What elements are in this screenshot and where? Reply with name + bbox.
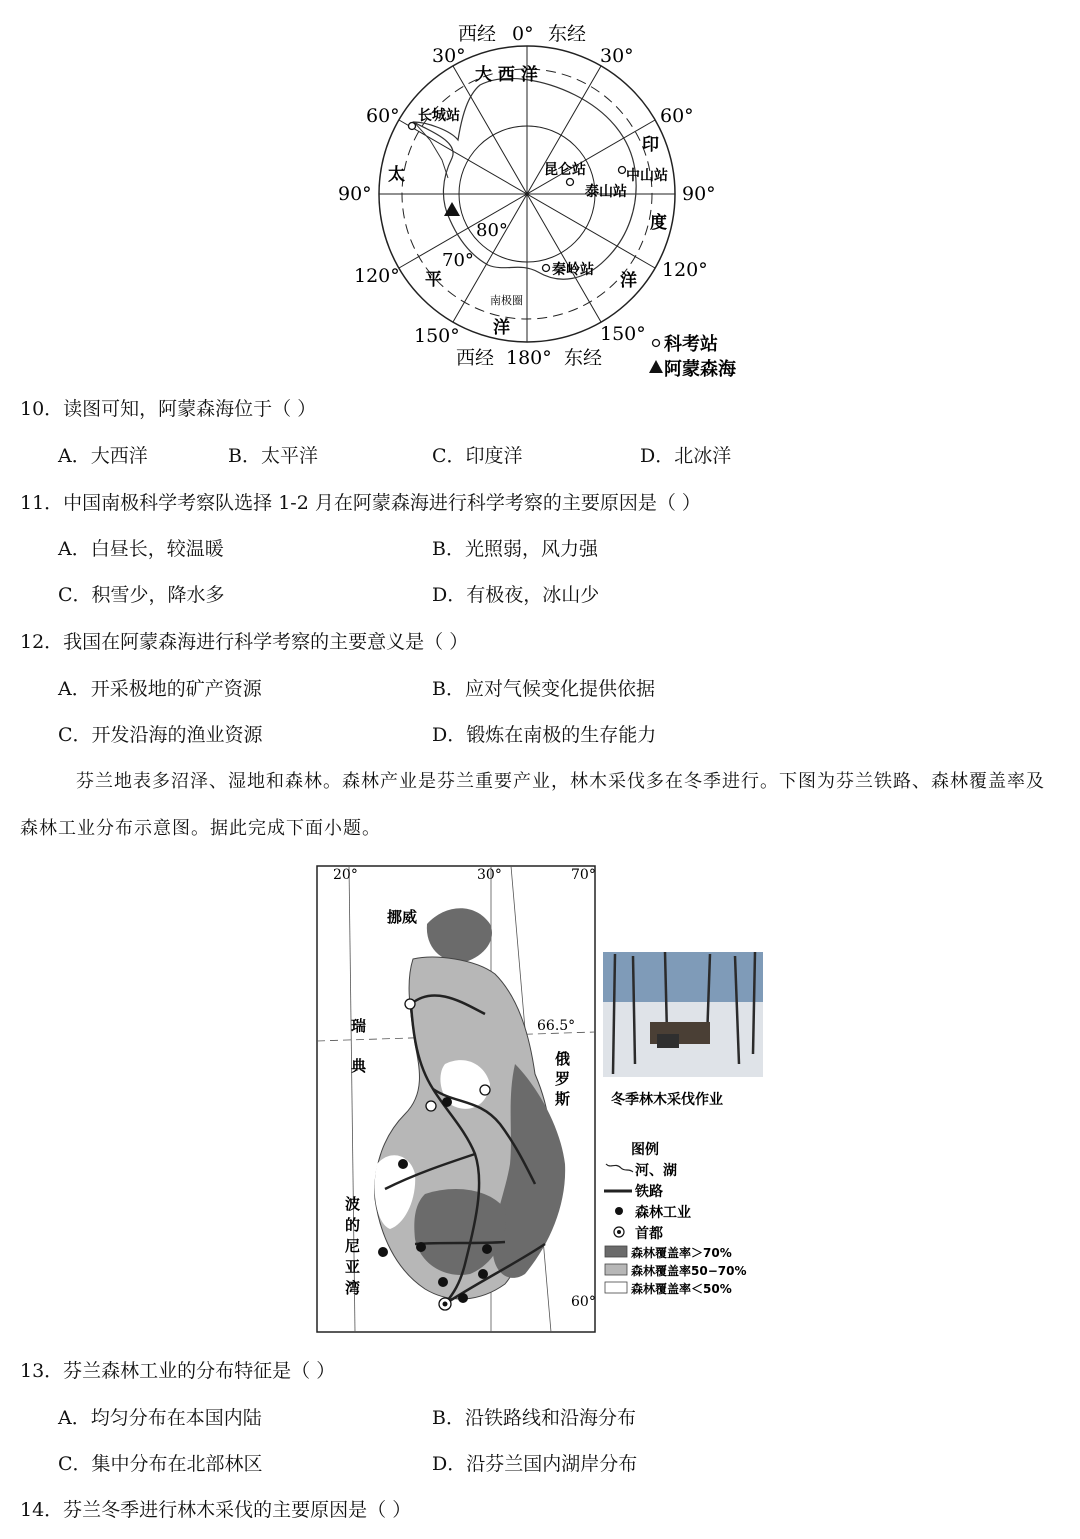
q10-option-d: D．北冰洋 — [640, 445, 732, 467]
legend-railway: 铁路 — [635, 1184, 663, 1200]
station-kunlun-marker — [567, 179, 574, 186]
russia-label-2: 罗 — [555, 1070, 571, 1088]
label-lat80: 80° — [476, 220, 508, 241]
legend-amundsen-marker — [649, 360, 663, 373]
legend-forest-industry: 森林工业 — [635, 1205, 691, 1221]
legend-low: 森林覆盖率＜50% — [631, 1282, 732, 1296]
label-west-bottom: 西经 — [456, 347, 495, 369]
russia-label-1: 俄 — [555, 1050, 571, 1068]
intro-paragraph: 芬兰地表多沼泽、湿地和森林。森林产业是芬兰重要产业，林木采伐多在冬季进行。下图为芬兰铁路、森林覆盖率及森林工业分布示意图。据此完成下面小题。 — [20, 771, 1045, 839]
label-e150: 150° — [600, 323, 646, 345]
sweden-label-2: 典 — [351, 1057, 367, 1075]
q13-option-b: B．沿铁路线和沿海分布 — [432, 1407, 636, 1429]
antarctic-circle-label: 南极圈 — [490, 294, 523, 307]
label-w90: 90° — [338, 183, 372, 205]
gulf-label-1: 波 — [345, 1195, 361, 1213]
q11-option-b: B．光照弱，风力强 — [432, 538, 598, 560]
winter-logging-photo — [603, 952, 763, 1077]
station-zhongshan: 中山站 — [626, 168, 668, 184]
lat60-label: 60° — [571, 1294, 596, 1310]
legend-mid: 森林覆盖率50−70% — [631, 1264, 747, 1278]
label-180: 180° — [506, 347, 552, 369]
finland-map — [315, 864, 770, 1336]
q11-option-a: A．白昼长，较温暖 — [58, 538, 224, 560]
legend-industry-swatch — [615, 1207, 623, 1215]
q12-option-b: B．应对气候变化提供依据 — [432, 678, 655, 700]
ocean-atlantic: 大 西 洋 — [475, 65, 538, 85]
antarctica-map — [330, 10, 770, 385]
q10-option-c: C．印度洋 — [432, 445, 523, 467]
q11-option-d: D．有极夜，冰山少 — [432, 584, 600, 606]
label-e120: 120° — [662, 259, 708, 281]
q12-option-d: D．锻炼在南极的生存能力 — [432, 724, 657, 746]
station-zhongshan-marker — [619, 167, 626, 174]
ocean-indian-3: 洋 — [620, 271, 637, 291]
ocean-indian-2: 度 — [650, 213, 667, 233]
q12-option-c: C．开发沿海的渔业资源 — [58, 724, 263, 746]
label-e90: 90° — [682, 183, 716, 205]
q13-option-a: A．均匀分布在本国内陆 — [58, 1407, 262, 1429]
label-zero: 0° — [512, 23, 534, 45]
label-west-top: 西经 — [458, 23, 497, 45]
label-w150: 150° — [414, 325, 460, 347]
legend-river-swatch — [606, 1164, 633, 1172]
station-taishan: 泰山站 — [585, 184, 627, 200]
q13-option-d: D．沿芬兰国内湖岸分布 — [432, 1453, 638, 1475]
lat66-label: 66.5° — [537, 1018, 576, 1034]
legend-low-swatch — [605, 1282, 627, 1293]
q10-option-a: A．大西洋 — [58, 445, 148, 467]
q10-option-b: B．太平洋 — [228, 445, 318, 467]
legend-capital: 首都 — [635, 1226, 663, 1242]
legend-amundsen: 阿蒙森海 — [664, 359, 736, 380]
question-13: 13．芬兰森林工业的分布特征是（ ） — [20, 1360, 336, 1382]
question-10: 10．读图可知，阿蒙森海位于（ ） — [20, 398, 317, 420]
legend-high-swatch — [605, 1246, 627, 1257]
station-qinling: 秦岭站 — [552, 262, 594, 278]
gulf-label-4: 亚 — [345, 1258, 361, 1276]
station-changcheng-marker — [409, 123, 416, 130]
gulf-label-2: 的 — [345, 1216, 361, 1234]
label-lat70: 70° — [442, 250, 474, 271]
russia-label-3: 斯 — [555, 1090, 571, 1108]
ocean-pacific-3: 洋 — [493, 318, 510, 338]
label-w60: 60° — [366, 105, 400, 127]
lon70-label: 70° — [571, 867, 596, 883]
q11-option-c: C．积雪少，降水多 — [58, 584, 225, 606]
label-e60: 60° — [660, 105, 694, 127]
lon20-label: 20° — [333, 867, 358, 883]
photo-caption: 冬季林木采伐作业 — [611, 1092, 723, 1108]
q13-option-c: C．集中分布在北部林区 — [58, 1453, 263, 1475]
sweden-label-1: 瑞 — [351, 1017, 367, 1035]
label-e30: 30° — [600, 45, 634, 67]
station-kunlun: 昆仑站 — [544, 162, 586, 178]
ocean-indian-1: 印 — [642, 135, 659, 155]
q12-option-a: A．开采极地的矿产资源 — [58, 678, 262, 700]
legend-station: 科考站 — [664, 334, 718, 355]
legend-title: 图例 — [631, 1142, 659, 1158]
question-14: 14．芬兰冬季进行林木采伐的主要原因是（ ） — [20, 1499, 412, 1521]
label-east-bottom: 东经 — [564, 347, 603, 369]
map-grid — [379, 46, 675, 342]
label-east-top: 东经 — [548, 23, 587, 45]
capital-marker — [439, 1298, 451, 1310]
label-w30: 30° — [432, 45, 466, 67]
question-12: 12．我国在阿蒙森海进行科学考察的主要意义是（ ） — [20, 631, 469, 653]
legend-mid-swatch — [605, 1264, 627, 1275]
legend-river: 河、湖 — [635, 1163, 677, 1179]
lon30-label: 30° — [477, 867, 502, 883]
label-w120: 120° — [354, 265, 400, 287]
legend-capital-swatch — [614, 1227, 624, 1237]
norway-label: 挪威 — [387, 908, 418, 926]
ocean-pacific-1: 太 — [388, 165, 405, 185]
ocean-pacific-2: 平 — [425, 270, 442, 290]
legend-station-marker — [653, 340, 660, 347]
legend-high: 森林覆盖率＞70% — [631, 1246, 732, 1260]
station-changcheng: 长城站 — [418, 108, 460, 124]
question-11: 11．中国南极科学考察队选择 1-2 月在阿蒙森海进行科学考察的主要原因是（ ） — [20, 492, 701, 514]
gulf-label-5: 湾 — [345, 1279, 361, 1297]
station-qinling-marker — [543, 265, 550, 272]
amundsen-sea-marker — [444, 202, 460, 216]
gulf-label-3: 尼 — [345, 1237, 361, 1255]
